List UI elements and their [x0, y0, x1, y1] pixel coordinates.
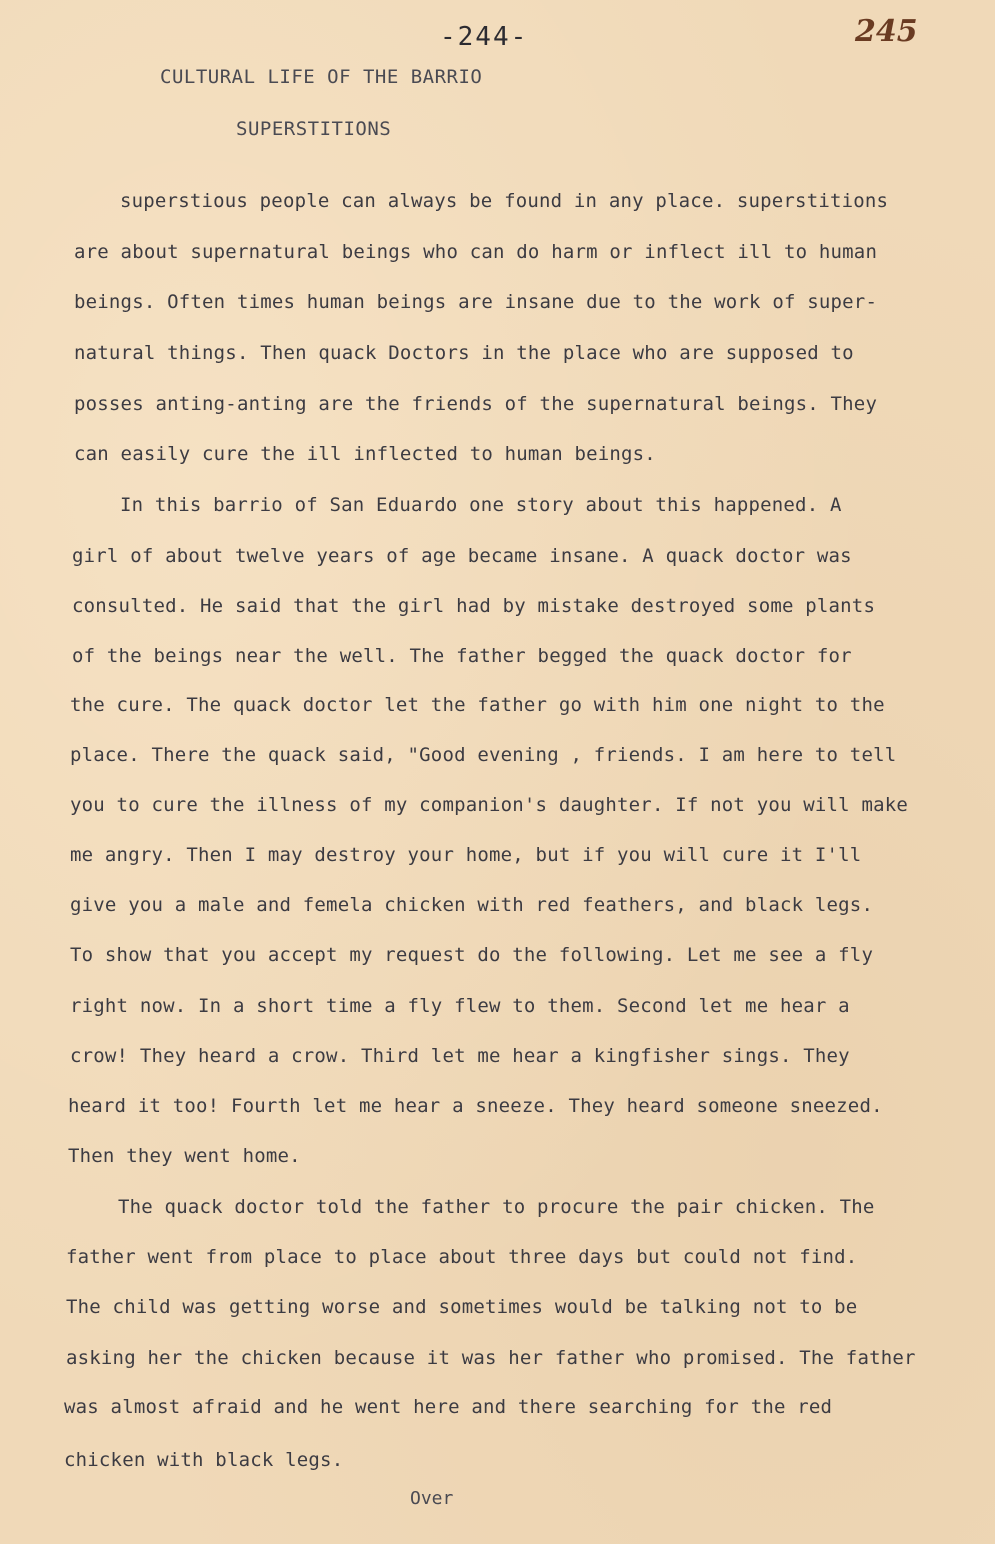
document-heading: CULTURAL LIFE OF THE BARRIO	[160, 66, 483, 88]
text-line: of the beings near the well. The father begged the quack doctor for	[72, 645, 852, 667]
text-line: right now. In a short time a fly flew to them. Second let me hear a	[70, 995, 850, 1017]
continuation-note: Over	[410, 1488, 454, 1509]
text-line: To show that you accept my request do the following. Let me see a fly	[70, 944, 874, 966]
text-line: place. There the quack said, "Good evening , friends. I am here to tell	[70, 744, 897, 766]
text-line: The quack doctor told the father to procure the pair chicken. The	[118, 1196, 875, 1218]
text-line: father went from place to place about three days but could not find.	[66, 1246, 858, 1268]
text-line: me angry. Then I may destroy your home, but if you will cure it I'll	[70, 844, 862, 866]
text-line: posses anting-anting are the friends of the supernatural beings. They	[74, 393, 878, 415]
text-line: consulted. He said that the girl had by mistake destroyed some plants	[72, 595, 876, 617]
text-line: you to cure the illness of my companion's daughter. If not you will make	[70, 794, 909, 816]
text-line: natural things. Then quack Doctors in the place who are supposed to	[74, 342, 854, 364]
text-line: are about supernatural beings who can do harm or inflect ill to human	[74, 241, 878, 263]
text-line: chicken with black legs.	[64, 1449, 344, 1471]
text-line: was almost afraid and he went here and there searching for the red	[64, 1396, 833, 1418]
page-number: -244-	[440, 22, 529, 52]
text-line: can easily cure the ill inflected to human beings.	[74, 443, 656, 465]
text-line: the cure. The quack doctor let the father go with him one night to the	[70, 694, 885, 716]
text-line: beings. Often times human beings are insane due to the work of super-	[74, 291, 878, 313]
text-line: superstious people can always be found in any place. superstitions	[120, 190, 889, 212]
text-line: asking her the chicken because it was her father who promised. The father	[66, 1347, 916, 1369]
text-line: Then they went home.	[68, 1145, 301, 1167]
text-line: crow! They heard a crow. Third let me hear a kingfisher sings. They	[70, 1045, 850, 1067]
text-line: In this barrio of San Eduardo one story about this happened. A	[120, 494, 842, 516]
document-subheading: SUPERSTITIONS	[236, 118, 392, 140]
handwritten-folio-number: 245	[855, 14, 918, 49]
text-line: girl of about twelve years of age became insane. A quack doctor was	[72, 545, 852, 567]
text-line: give you a male and femela chicken with red feathers, and black legs.	[70, 894, 874, 916]
text-line: The child was getting worse and sometimes would be talking not to be	[66, 1296, 858, 1318]
text-line: heard it too! Fourth let me hear a sneeze. They heard someone sneezed.	[68, 1095, 883, 1117]
